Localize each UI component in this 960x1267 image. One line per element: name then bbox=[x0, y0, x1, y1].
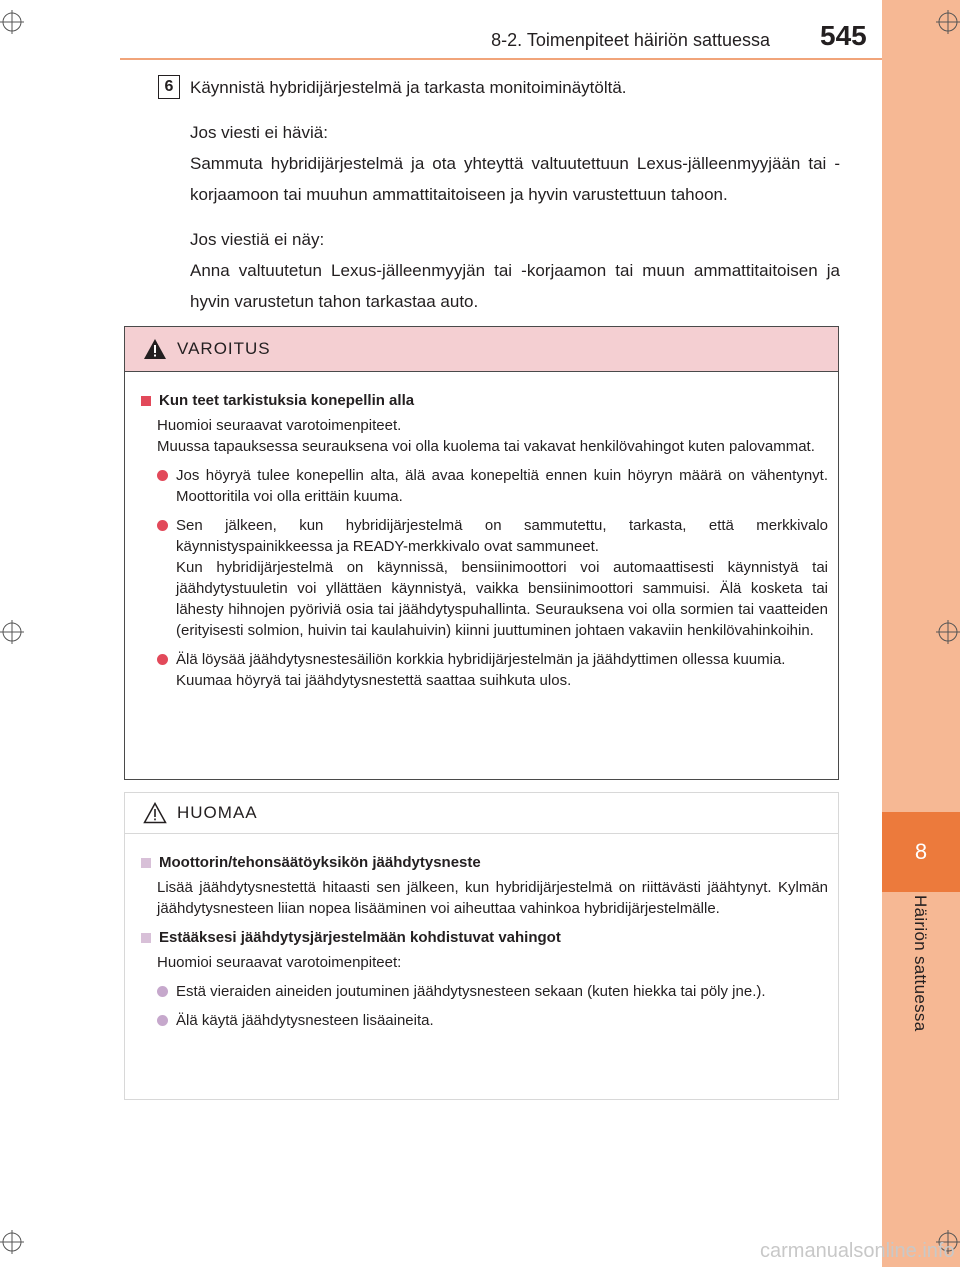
warning-intro-2: Muussa tapauksessa seurauksena voi olla kuolema tai vakavat henkilövahingot kuten palovammat. bbox=[157, 438, 815, 455]
warning-section-title: Kun teet tarkistuksia konepellin alla bbox=[141, 390, 828, 411]
step-text bbox=[190, 72, 840, 317]
dot-bullet-icon bbox=[157, 654, 168, 665]
square-bullet-icon bbox=[141, 933, 151, 943]
step-instruction: Käynnistä hybridijärjestelmä ja tarkasta monitoiminäytöltä. bbox=[190, 78, 627, 97]
caution-triangle-icon bbox=[143, 802, 167, 824]
crop-mark-icon bbox=[936, 10, 960, 34]
notice-section-text: Lisää jäähdytysnestettä hitaasti sen jälkeen, kun hybridijärjestelmä on riittävästi jäähtynyt. Kylmän jäähdytysnesteen liian nopea lisääminen voi aiheuttaa vahinkoa hybridijärjestelmälle. bbox=[157, 879, 828, 917]
notice-bullet: Älä käytä jäähdytysnesteen lisäaineita. bbox=[141, 1010, 828, 1031]
warning-bullet: Jos höyryä tulee konepellin alta, älä avaa konepeltiä ennen kuin höyryn määrä on vähentynyt. Moottoritila voi olla erittäin kuuma. bbox=[141, 465, 828, 507]
page-number: 545 bbox=[820, 20, 867, 51]
notice-title: HUOMAA bbox=[177, 803, 258, 822]
warning-intro-1: Huomioi seuraavat varotoimenpiteet. bbox=[157, 417, 402, 434]
notice-bullet: Estä vieraiden aineiden joutuminen jäähdytysnesteen sekaan (kuten hiekka tai pöly jne.). bbox=[141, 981, 828, 1002]
notice-box bbox=[124, 792, 839, 1100]
crop-mark-icon bbox=[0, 1230, 24, 1254]
notice-section-intro: Huomioi seuraavat varotoimenpiteet: bbox=[157, 954, 402, 971]
square-bullet-icon bbox=[141, 858, 151, 868]
warning-title: VAROITUS bbox=[177, 339, 271, 358]
notice-header bbox=[125, 793, 838, 834]
warning-bullet-text: Kun hybridijärjestelmä on käynnissä, bensiinimoottori voi automaattisesti käynnistyä tai jäähdytystuuletin voi yllättäen käynnistyä, vaikka bensiinimoottori sammuisi. Älä kosketa tai lähesty hihnojen pyöriviä osia tai jäähdytyspuhallinta. Seurauksena voi olla sormien tai vaatteiden (erityisesti solmion, huivin tai kaulahuivin) kiinni juuttuminen johtaen vakaviin henkilövahinkoihin. bbox=[176, 559, 828, 639]
chapter-tab[interactable]: 8 bbox=[882, 812, 960, 892]
dot-bullet-icon bbox=[157, 986, 168, 997]
warning-bullet-text: Kuumaa höyryä tai jäähdytysnestettä saattaa suihkuta ulos. bbox=[176, 672, 572, 689]
crop-mark-icon bbox=[0, 10, 24, 34]
notice-section-title: Moottorin/tehonsäätöyksikön jäähdytysneste bbox=[141, 852, 828, 873]
dot-bullet-icon bbox=[157, 1015, 168, 1026]
dot-bullet-icon bbox=[157, 470, 168, 481]
warning-bullet-text: Sen jälkeen, kun hybridijärjestelmä on sammutettu, tarkasta, että merkkivalo käynnistyspainikkeessa ja READY-merkkivalo ovat sammuneet. bbox=[176, 517, 828, 555]
warning-bullet bbox=[141, 515, 828, 641]
chapter-label: Häiriön sattuessa bbox=[911, 895, 930, 1032]
warning-header bbox=[125, 327, 838, 372]
header-rule bbox=[120, 58, 882, 60]
section-title: 8-2. Toimenpiteet häiriön sattuessa bbox=[491, 30, 770, 50]
warning-triangle-icon bbox=[143, 338, 167, 360]
crop-mark-icon bbox=[936, 620, 960, 644]
warning-bullet bbox=[141, 649, 828, 691]
warning-box bbox=[124, 326, 839, 780]
step-action-1: Sammuta hybridijärjestelmä ja ota yhteyttä valtuutettuun Lexus-jälleenmyyjään tai -korjaamoon tai muuhun ammattitaitoiseen ja hyvin varustettuun tahoon. bbox=[190, 154, 840, 204]
dot-bullet-icon bbox=[157, 520, 168, 531]
step-action-2: Anna valtuutetun Lexus-jälleenmyyjän tai -korjaamon tai muun ammattitaitoisen ja hyvin varustetun tahon tarkastaa auto. bbox=[190, 261, 840, 311]
step-condition-2: Jos viestiä ei näy: bbox=[190, 230, 325, 249]
warning-bullet-text: Älä löysää jäähdytysnestesäiliön korkkia hybridijärjestelmän ja jäähdyttimen ollessa kuumia. bbox=[176, 651, 786, 668]
crop-mark-icon bbox=[0, 620, 24, 644]
step-number: 6 bbox=[158, 75, 180, 99]
step-condition-1: Jos viesti ei häviä: bbox=[190, 123, 328, 142]
square-bullet-icon bbox=[141, 396, 151, 406]
notice-section-title: Estääksesi jäähdytysjärjestelmään kohdistuvat vahingot bbox=[141, 927, 828, 948]
watermark: carmanualsonline.info bbox=[760, 1240, 955, 1262]
